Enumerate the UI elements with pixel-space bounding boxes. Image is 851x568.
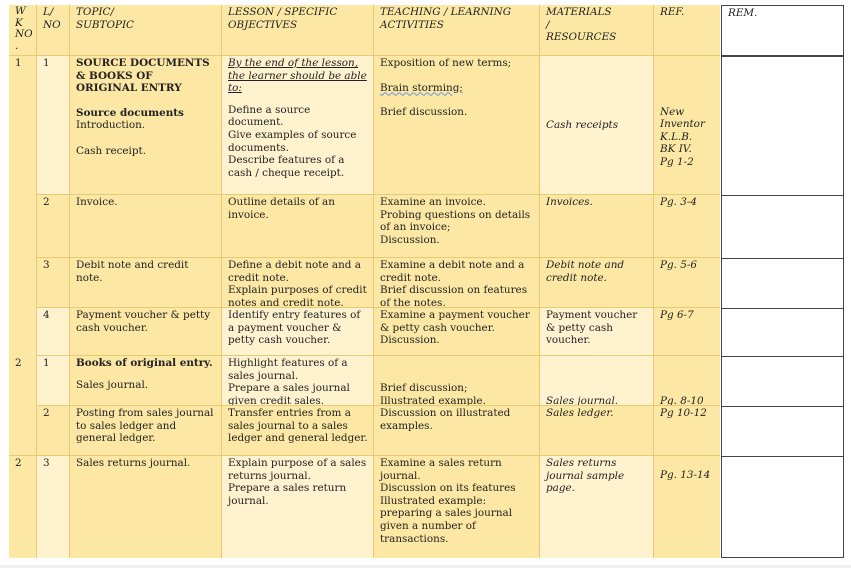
row1-materials <box>540 56 654 195</box>
row2-topic-text: Invoice. <box>76 196 118 208</box>
row4-activities-text: Examine a payment voucher & petty cash voucher. Discussion. <box>380 309 530 347</box>
week-2b-label: 2 <box>15 457 22 469</box>
row3-materials-text: Debit note and credit note. <box>546 259 625 284</box>
row6-objectives <box>222 406 374 456</box>
header-topic <box>70 5 222 56</box>
row1-objectives <box>222 56 374 195</box>
row1-activity-brainstorming: Brain storming; <box>380 81 463 94</box>
row5-topic-subtitle: Sales journal. <box>76 378 149 391</box>
row1-objectives-items: Define a source document. Give examples of source documents. Describe features of a cash / cheque receipt. <box>228 103 357 179</box>
row4-topic <box>70 308 222 356</box>
row5-objectives-text: Highlight features of a sales journal. Prepare a sales journal given credit sales. <box>228 357 350 406</box>
row6-activities-text: Discussion on illustrated examples. <box>380 407 511 432</box>
row3-activities-text: Examine a debit note and a credit note. Brief discussion on features of the notes. <box>380 259 528 308</box>
row2-objectives <box>222 195 374 258</box>
row7-topic-text: Sales returns journal. <box>76 457 191 469</box>
row6-materials <box>540 406 654 456</box>
row5-lno <box>37 356 70 406</box>
row6-ref-text: Pg 10-12 <box>660 407 707 419</box>
week-2-cell <box>9 356 37 456</box>
row6-lno <box>37 406 70 456</box>
header-topic-text: TOPIC/ SUBTOPIC <box>76 6 135 31</box>
header-wk <box>9 5 37 56</box>
row5-objectives <box>222 356 374 406</box>
header-wk-text: W K NO . <box>15 5 33 52</box>
row4-lno <box>37 308 70 356</box>
row5-topic-title: Books of original entry. <box>76 357 213 369</box>
row1-activities <box>374 56 540 195</box>
row2-activities-text: Examine an invoice. Probing questions on details of an invoice; Discussion. <box>380 196 531 246</box>
row1-topic-subtitle: Source documents <box>76 106 184 119</box>
row3-ref <box>654 258 720 308</box>
row5-activities <box>374 356 540 406</box>
row1-activity-exposition: Exposition of new terms; <box>380 57 512 69</box>
row5-ref-text: Pg. 8-10 <box>660 395 704 406</box>
header-activities-text: TEACHING / LEARNING ACTIVITIES <box>380 6 512 31</box>
row7-materials <box>540 456 654 558</box>
header-materials-text: MATERIALS / RESOURCES <box>546 6 617 44</box>
row7-activities-text: Examine a sales return journal. Discussion on its features Illustrated example: preparing a sales journal given a number of transactions. <box>380 457 516 545</box>
header-objectives-text: LESSON / SPECIFIC OBJECTIVES <box>228 6 338 31</box>
row6-topic-text: Posting from sales journal to sales ledger and general ledger. <box>76 407 214 445</box>
row2-materials <box>540 195 654 258</box>
row7-topic <box>70 456 222 558</box>
row4-materials <box>540 308 654 356</box>
row6-topic <box>70 406 222 456</box>
row3-materials <box>540 258 654 308</box>
row7-lno-text: 3 <box>43 457 50 469</box>
row3-objectives-text: Define a debit note and a credit note. Explain purposes of credit notes and credit note. <box>228 259 367 308</box>
row6-materials-text: Sales ledger. <box>546 407 614 419</box>
row7-objectives <box>222 456 374 558</box>
row1-lno <box>37 56 70 195</box>
row3-lno-text: 3 <box>43 259 50 271</box>
row4-lno-text: 4 <box>43 309 50 321</box>
row7-ref <box>654 456 720 558</box>
row3-ref-text: Pg. 5-6 <box>660 259 697 271</box>
header-rem-text: REM. <box>728 7 758 19</box>
row5-ref <box>654 356 720 406</box>
header-rem <box>721 5 844 56</box>
row3-activities <box>374 258 540 308</box>
row5-materials-text: Sales journal. <box>546 395 619 406</box>
row2-activities <box>374 195 540 258</box>
header-materials <box>540 5 654 56</box>
row7-objectives-text: Explain purpose of a sales returns journal. Prepare a sales return journal. <box>228 457 367 507</box>
week-1-cell <box>9 56 37 356</box>
week-1-label: 1 <box>15 57 22 69</box>
row5-lno-text: 1 <box>43 357 50 369</box>
row1-ref-text: New Inventor K.L.B. BK IV. Pg 1-2 <box>660 106 705 168</box>
row2-materials-text: Invoices. <box>546 196 593 208</box>
row4-objectives-text: Identify entry features of a payment voucher & petty cash voucher. <box>228 309 361 347</box>
row7-ref-text: Pg. 13-14 <box>660 469 711 481</box>
header-activities <box>374 5 540 56</box>
row3-objectives <box>222 258 374 308</box>
row1-rem <box>721 56 844 196</box>
week-2-label: 2 <box>15 357 22 369</box>
header-lno <box>37 5 70 56</box>
row1-topic <box>70 56 222 195</box>
row3-topic <box>70 258 222 308</box>
row2-objectives-text: Outline details of an invoice. <box>228 196 335 221</box>
row7-activities <box>374 456 540 558</box>
row3-rem <box>721 258 844 309</box>
row4-ref <box>654 308 720 356</box>
row4-materials-text: Payment voucher & petty cash voucher. <box>546 309 638 347</box>
scheme-of-work-table <box>9 5 844 558</box>
row2-lno-text: 2 <box>43 196 50 208</box>
row4-ref-text: Pg 6-7 <box>660 309 694 321</box>
row1-materials-text: Cash receipts <box>546 119 619 131</box>
row1-lno-text: 1 <box>43 57 50 69</box>
week-2b-cell <box>9 456 37 558</box>
row6-lno-text: 2 <box>43 407 50 419</box>
row2-topic <box>70 195 222 258</box>
row2-ref-text: Pg. 3-4 <box>660 196 697 208</box>
header-lno-text: L/ NO <box>43 6 61 31</box>
row3-lno <box>37 258 70 308</box>
row5-rem <box>721 356 844 407</box>
row5-materials <box>540 356 654 406</box>
row1-topic-title: SOURCE DOCUMENTS & BOOKS OF ORIGINAL ENTRY <box>76 57 210 95</box>
row2-rem <box>721 195 844 259</box>
row4-rem <box>721 308 844 357</box>
row7-lno <box>37 456 70 558</box>
row7-materials-text: Sales returns journal sample page. <box>546 457 625 495</box>
row1-topic-items: Introduction. Cash receipt. <box>76 119 147 157</box>
row1-objectives-intro: By the end of the lesson, the learner should be able to: <box>228 57 367 95</box>
row5-topic <box>70 356 222 406</box>
row3-topic-text: Debit note and credit note. <box>76 259 189 284</box>
row6-activities <box>374 406 540 456</box>
row4-topic-text: Payment voucher & petty cash voucher. <box>76 309 211 334</box>
header-objectives <box>222 5 374 56</box>
row6-rem <box>721 406 844 457</box>
header-ref <box>654 5 720 56</box>
row4-activities <box>374 308 540 356</box>
row2-ref <box>654 195 720 258</box>
row6-ref <box>654 406 720 456</box>
row6-objectives-text: Transfer entries from a sales journal to a sales ledger and general ledger. <box>228 407 368 445</box>
row5-activities-text: Brief discussion; Illustrated example. <box>380 382 486 406</box>
header-ref-text: REF. <box>660 6 685 18</box>
row1-activity-discussion: Brief discussion. <box>380 106 468 119</box>
row2-lno <box>37 195 70 258</box>
row4-objectives <box>222 308 374 356</box>
row7-rem <box>721 456 844 558</box>
row1-ref <box>654 56 720 195</box>
